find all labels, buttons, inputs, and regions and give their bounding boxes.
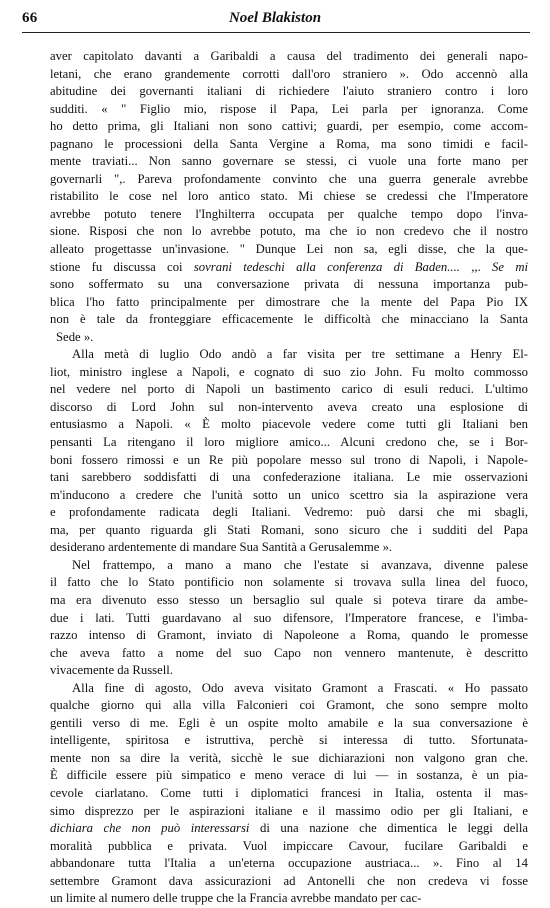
text-segment: gentili verso di me. Egli è un ospite molto amabile e la sua conversazione è [50,715,528,730]
text-line [50,732,528,750]
text-segment: alleato progettasse un'invasione. " Dunque Lei non sa, egli disse, che la que- [50,242,528,257]
text-line [50,48,528,66]
italic-text: Se mi [492,259,529,274]
text-segment: di una nazione che dimentica le leggi della [249,821,529,836]
text-segment: nel vedere nel porto di Napoli un bastimento carico di esuli reduci. L'ultimo [50,382,528,397]
text-line [50,434,528,452]
text-segment: tani sarebbero soddisfatti di una confederazione italiana. Le mie osservazioni [50,470,528,485]
text-line [50,750,528,768]
text-segment: mente non sa dire la verità, sicchè le sue dichiarazioni non valgono gran che. [50,750,528,765]
text-line [50,329,528,347]
text-segment: liot, ministro inglese a Napoli, e cognato di suo zio John. Fu molto commosso [50,364,528,379]
text-segment: ,,. [459,259,493,274]
text-segment: un limite al numero delle truppe che la Francia avrebbe mandato per cac- [50,891,422,906]
text-segment: governarli ",. Pareva profondamente convinto che una guerra generale avrebbe [50,171,528,186]
text-segment: letani, che erano grandemente corrotti dall'oro straniero ». Odo accennò alla [50,66,528,81]
text-segment: pagnano le processioni della Santa Vergine a Roma, ma sono timidi e facil- [50,136,528,151]
text-segment: moralità pubblica e privata. Vuol impiccare Cavour, fucilare Garibaldi e [50,838,528,853]
text-line [50,381,528,399]
text-segment: sudditi. « " Figlio mio, rispose il Papa, Lei parla per ignoranza. Come [50,101,528,116]
text-line [50,171,528,189]
text-segment: m'inducono a credere che l'unità sotto un unico scettro sia la aspirazione vera [50,487,528,502]
text-line [50,101,528,119]
text-segment: cevole ciarlatano. Come tutti i diplomatici francesi in Italia, ostenta il mas- [50,785,528,800]
text-line [50,452,528,470]
text-line [50,574,528,592]
text-segment: e profondamente radicata degli Italiani. Vedremo: può darsi che mi sbagli, [50,505,528,520]
text-segment: due i lati. Tutti guardavano al suo difensore, l'Imperatore francese, e l'imba- [50,610,528,625]
text-segment: ho detto prima, gli Italiani non sono cattivi; guardi, per esempio, come accom- [50,119,528,134]
text-line [50,890,528,908]
text-segment: Alla fine di agosto, Odo aveva visitato Gramont a Frascati. « Ho passato [72,680,528,695]
body-text [50,48,528,908]
text-segment: Sede ». [56,329,94,344]
text-line [50,557,528,575]
text-segment: pensanti La ritengano il loro migliore amico... Alcuni credono che, se i Bor- [50,435,528,450]
text-segment: simo disprezzo per le aspirazioni italiane e il massimo odio per gli Italiani, e [50,803,528,818]
text-line [50,118,528,136]
text-segment: discorso di Lord John sul non-intervento aveva creato una esplosione di [50,399,528,414]
text-segment: stione fu discussa coi [50,259,194,274]
text-segment: avrebbe potuto tenere l'Inghilterra occupata per qualche tempo dopo l'inva- [50,206,528,221]
text-line [50,592,528,610]
text-segment: aver capitolato davanti a Garibaldi a causa del tradimento dei generali napo- [50,49,528,63]
running-title: Noel Blakiston [228,10,322,26]
text-line [50,153,528,171]
text-line [50,259,528,277]
text-segment: boni fossero rimossi e un Re più popolare messo sul trono di Napoli, i Napole- [50,452,528,467]
italic-text: dichiara [50,821,104,836]
text-line [50,504,528,522]
text-line [50,241,528,259]
page-header [0,0,550,40]
text-line [50,83,528,101]
text-line [50,645,528,663]
text-line [50,522,528,540]
text-line [50,223,528,241]
text-segment: razzo intenso di Gramont, inviato di Napoleone a Roma, quando le promesse [50,628,528,643]
text-segment: blica l'ho fatto principalmente per dimostrare che la mente del Papa Pio IX [50,294,528,309]
text-line [50,785,528,803]
text-segment: vivacemente da Russell. [50,663,173,678]
text-line [50,767,528,785]
text-line [50,66,528,84]
text-line [50,311,528,329]
text-line [50,680,528,698]
text-segment: ma era divenuto esso stesso un bersaglio sul quale si poteva tirare da ambe- [50,592,528,607]
italic-text: interessarsi [190,821,250,836]
text-segment: entusiasmo a Napoli. « È molto piacevole vedere come tutti gli Italiani ben [50,417,528,432]
text-segment: il fatto che lo Stato pontificio non solamente si trovava sulla linea del fuoco, [50,575,528,590]
italic-text: sovrani tedeschi alla conferenza di Baden.... [193,259,460,274]
text-segment: che aveva fatto a nome del suo Capo non vennero mantenute, è descritto [50,645,528,660]
page-number: 66 [22,10,38,26]
text-segment: ristabilito le cose nel loro antico stato. Mi chiese se credessi che l'Imperatore [50,189,528,204]
text-segment: abbandonare tutta l'Italia a un'eterna occupazione austriaca... ». Fino al 14 [50,856,528,871]
text-line [50,364,528,382]
text-segment: sione. Risposi che non lo avrebbe potuto, ma che io non credevo che il nostro [50,224,528,239]
text-line [50,539,528,557]
text-segment: Alla metà di luglio Odo andò a far visita per tre settimane a Henry El- [72,347,528,362]
text-line [50,838,528,856]
text-line [50,820,528,838]
text-line [50,627,528,645]
text-segment: È difficile essere più simpatico e meno verace di lui — in sostanza, è un pia- [50,768,528,783]
text-line [50,469,528,487]
text-line [50,346,528,364]
text-segment: sono soffermato su una conversazione privata di nessuna importanza pub- [50,277,528,292]
text-line [50,136,528,154]
text-line [50,206,528,224]
text-line [50,487,528,505]
header-rule [22,32,530,33]
text-segment: mente traviati... Non sanno governare se stessi, ci vuole una forte mano per [50,154,528,169]
text-segment: non è tale da fronteggiare efficacemente le difficoltà che minacciano la Santa [50,312,528,327]
text-line [50,715,528,733]
text-line [50,873,528,891]
text-segment: settembre Gramont dava assicurazioni ad Antonelli che non credeva vi fosse [50,873,528,888]
text-line [50,399,528,417]
text-line [50,276,528,294]
text-segment: intelligente, spiritosa e istruttiva, perchè si interessa di tutto. Sfortunata- [50,733,528,748]
text-segment: Nel frattempo, a mano a mano che l'estate si avanzava, divenne palese [72,557,528,572]
text-segment: abitudine dei governanti italiani di richiedere l'aiuto straniero contro i loro [50,84,528,99]
text-line [50,610,528,628]
text-line [50,697,528,715]
text-line [50,803,528,821]
text-segment: qualche giorno qui alla villa Falconieri coi Gramont, che sono sempre molto [50,698,528,713]
text-line [50,188,528,206]
text-segment: desiderano ardentemente di mandare Sua Santità a Gerusalemme ». [50,540,393,555]
italic-text: che non può [103,821,191,836]
text-line [50,662,528,680]
text-line [50,855,528,873]
text-line [50,294,528,312]
text-line [50,416,528,434]
text-segment: ma, per quanto riguarda gli Stati Romani, sono sicuro che i sudditi del Papa [50,522,528,537]
